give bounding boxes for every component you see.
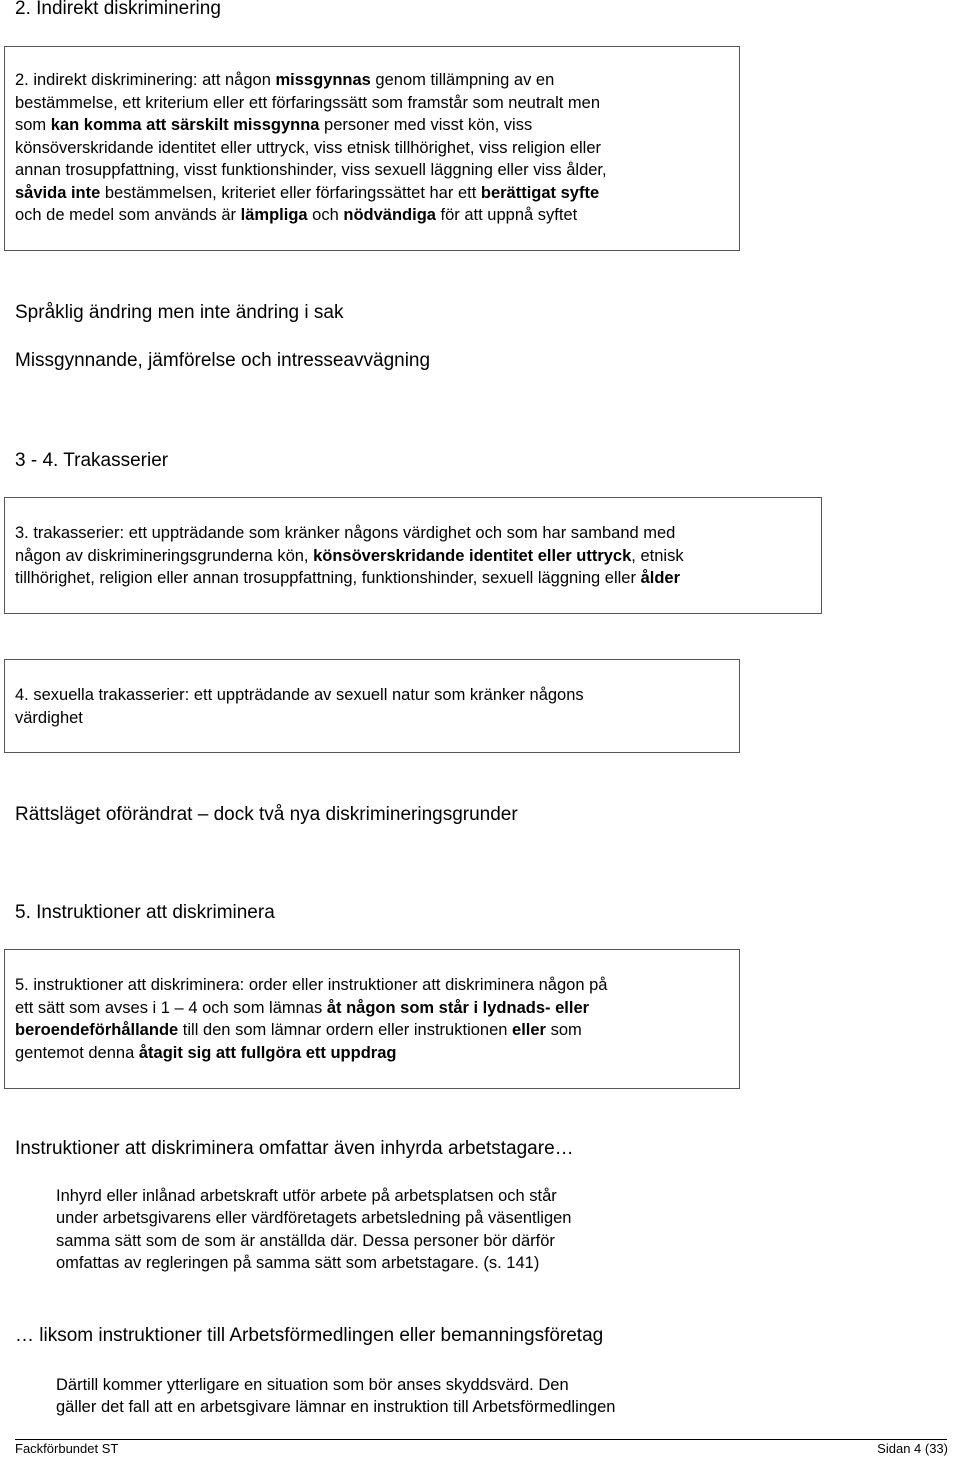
definition-line — [15, 204, 577, 226]
definition-line — [15, 182, 599, 204]
definition-line — [15, 137, 601, 159]
note-inhyrda-arbetstagare: Instruktioner att diskriminera omfattar även inhyrda arbetstagare… — [15, 1138, 574, 1159]
note-sprakig-andring: Språklig ändring men inte ändring i sak — [15, 302, 344, 323]
section-heading-indirekt: 2. Indirekt diskriminering — [15, 0, 221, 19]
definition-box-indirekt — [4, 46, 740, 251]
text-run: för att uppnå syftet — [435, 206, 578, 224]
section-heading-instruktioner: 5. Instruktioner att diskriminera — [15, 902, 275, 923]
text-run: till den som lämnar ordern eller instruktionen — [178, 1021, 513, 1039]
footer-organization: Fackförbundet ST — [15, 1441, 119, 1456]
quote-line: under arbetsgivarens eller värdföretagets arbetsledning på väsentligen — [56, 1209, 572, 1228]
text-run: och de medel som används är — [15, 206, 241, 224]
definition-line — [15, 1019, 582, 1041]
section-heading-trakasserier: 3 - 4. Trakasserier — [15, 450, 169, 471]
text-run: 4. sexuella trakasserier: ett uppträdande av sexuell natur som kränker någons — [15, 686, 584, 704]
note-missgynnande: Missgynnande, jämförelse och intresseavvägning — [15, 350, 431, 371]
quote-line: samma sätt som de som är anställda där. Dessa personer bör därför — [56, 1231, 555, 1250]
definition-line — [15, 1042, 396, 1064]
text-run: annan trosuppfattning, visst funktionshinder, viss sexuell läggning eller viss ålder, — [15, 161, 607, 179]
definition-box-sexuella-trakasserier — [4, 659, 740, 753]
bold-run: såvida inte — [15, 183, 101, 202]
footer-rule — [15, 1439, 947, 1440]
bold-run: missgynnas — [275, 71, 371, 89]
definition-line — [15, 545, 684, 567]
bold-run: könsöverskridande identitet eller uttryck — [313, 546, 632, 565]
text-run: bestämmelsen, kriteriet eller förfaringssättet har ett — [100, 183, 481, 202]
definition-line — [15, 92, 600, 114]
bold-run: nödvändiga — [343, 206, 436, 224]
text-run: genom tillämpning av en — [370, 71, 555, 89]
quote-darutover — [56, 1374, 615, 1419]
quote-inhyrd-arbetskraft — [56, 1185, 572, 1274]
definition-line — [15, 567, 680, 589]
definition-line — [15, 114, 532, 136]
definition-line — [15, 159, 607, 181]
text-run: personer med visst kön, viss — [319, 116, 533, 134]
note-arbetsformedlingen: … liksom instruktioner till Arbetsförmedlingen eller bemanningsföretag — [15, 1325, 604, 1346]
bold-run: berättigat syfte — [480, 183, 600, 202]
definition-box-trakasserier — [4, 497, 822, 614]
quote-line: Inhyrd eller inlånad arbetskraft utför arbete på arbetsplatsen och står — [56, 1187, 557, 1205]
bold-run: lämpliga — [240, 206, 308, 224]
text-run: som — [545, 1021, 582, 1039]
definition-line — [15, 997, 589, 1019]
bold-run: åtagit sig att fullgöra ett uppdrag — [138, 1043, 397, 1062]
text-run: 5. instruktioner att diskriminera: order eller instruktioner att diskriminera någon på — [15, 976, 608, 994]
definition-line — [15, 974, 607, 996]
text-run: någon av diskrimineringsgrunderna kön, — [15, 546, 314, 565]
definition-box-instruktioner — [4, 949, 740, 1089]
text-run: som — [15, 116, 51, 134]
text-run: ett sätt som avses i 1 – 4 och som lämnas — [15, 998, 327, 1017]
text-run: tillhörighet, religion eller annan trosuppfattning, funktionshinder, sexuell läggning eller — [15, 569, 641, 587]
definition-line — [15, 707, 83, 729]
definition-line — [15, 684, 584, 706]
footer-page-number: Sidan 4 (33) — [877, 1441, 948, 1456]
quote-line: omfattas av regleringen på samma sätt som arbetstagare. (s. 141) — [56, 1253, 540, 1272]
text-run: bestämmelse, ett kriterium eller ett förfaringssätt som framstår som neutralt men — [15, 93, 601, 112]
bold-run: kan komma att särskilt missgynna — [50, 116, 320, 134]
definition-line — [15, 69, 554, 91]
text-run: gentemot denna — [15, 1043, 139, 1062]
text-run: värdighet — [15, 708, 83, 727]
definition-line — [15, 522, 675, 544]
note-rattslaget: Rättsläget oförändrat – dock två nya diskrimineringsgrunder — [15, 804, 518, 825]
quote-line: gäller det fall att en arbetsgivare lämnar en instruktion till Arbetsförmedlingen — [56, 1398, 616, 1417]
quote-line: Därtill kommer ytterligare en situation som bör anses skyddsvärd. Den — [56, 1376, 569, 1394]
text-run: könsöverskridande identitet eller uttryck, viss etnisk tillhörighet, viss religion eller — [15, 138, 601, 157]
text-run: 2. indirekt diskriminering: att någon — [15, 71, 276, 89]
bold-run: ålder — [640, 569, 681, 587]
bold-run: beroendeförhållande — [15, 1021, 179, 1039]
text-run: och — [307, 206, 344, 224]
text-run: 3. trakasserier: ett uppträdande som kränker någons värdighet och som har samband med — [15, 524, 676, 542]
bold-run: eller — [512, 1021, 546, 1039]
bold-run: åt någon som står i lydnads- eller — [326, 998, 590, 1017]
text-run: , etnisk — [631, 546, 684, 565]
